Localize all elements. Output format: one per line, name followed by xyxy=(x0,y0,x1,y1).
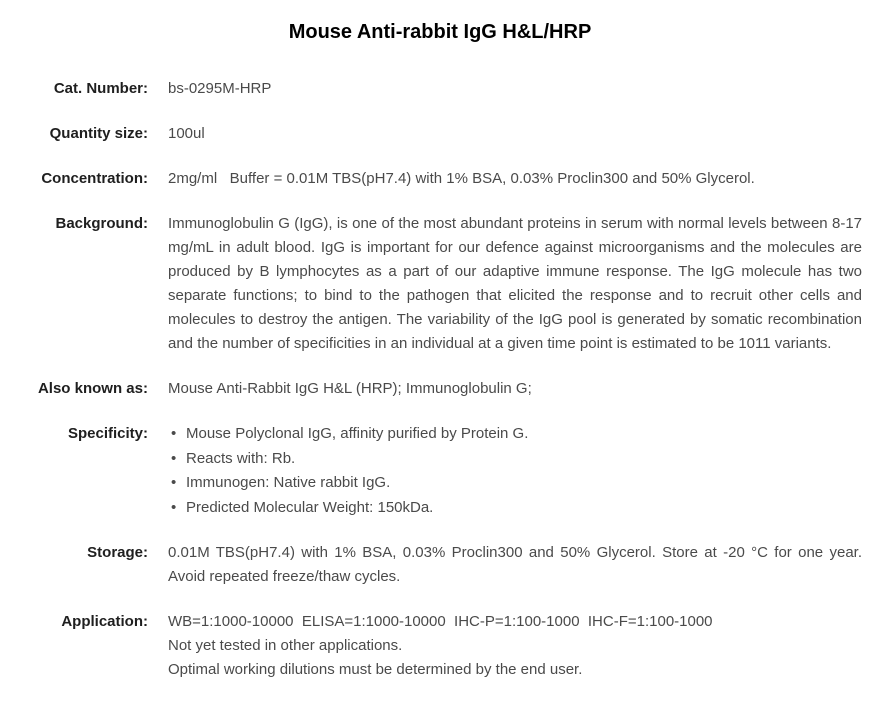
application-dilutions: WB=1:1000-10000 ELISA=1:1000-10000 IHC-P=1:100-1000 IHC-F=1:100-1000 xyxy=(168,613,713,630)
specificity-item: • Reacts with: Rb. xyxy=(168,447,862,472)
storage-value: 0.01M TBS(pH7.4) with 1% BSA, 0.03% Proclin300 and 50% Glycerol. Store at -20 °C for one year. Avoid repeated freeze/thaw cycles. xyxy=(168,544,862,585)
field-row-quantity-size xyxy=(0,122,880,146)
specificity-item: • Immunogen: Native rabbit IgG. xyxy=(168,471,862,496)
application-disclaimer: Optimal working dilutions must be determined by the end user. xyxy=(168,661,583,678)
application-value xyxy=(168,610,862,682)
also-known-as-label: Also known as: xyxy=(37,380,148,397)
specificity-list xyxy=(168,422,862,520)
specificity-value xyxy=(168,422,862,520)
quantity-size-label: Quantity size: xyxy=(49,125,148,142)
cat-number-value: bs-0295M-HRP xyxy=(168,80,272,97)
field-row-also-known-as xyxy=(0,377,880,401)
page-title: Mouse Anti-rabbit IgG H&L/HRP xyxy=(288,21,592,43)
also-known-as-value: Mouse Anti-Rabbit IgG H&L (HRP); Immunoglobulin G; xyxy=(168,380,532,397)
application-note: Not yet tested in other applications. xyxy=(168,637,403,654)
field-row-application xyxy=(0,610,880,682)
concentration-label: Concentration: xyxy=(41,170,148,187)
quantity-size-value: 100ul xyxy=(168,125,205,142)
specificity-item: • Mouse Polyclonal IgG, affinity purified by Protein G. xyxy=(168,422,862,447)
concentration-value: 2mg/ml Buffer = 0.01M TBS(pH7.4) with 1% BSA, 0.03% Proclin300 and 50% Glycerol. xyxy=(168,170,755,187)
field-row-storage xyxy=(0,541,880,589)
specificity-label: Specificity: xyxy=(67,425,148,442)
field-rows xyxy=(0,77,880,682)
field-row-cat-number xyxy=(0,77,880,101)
storage-label: Storage: xyxy=(87,544,148,561)
field-row-specificity xyxy=(0,422,880,520)
field-row-background xyxy=(0,212,880,356)
field-row-concentration xyxy=(0,167,880,191)
cat-number-label: Cat. Number: xyxy=(53,80,148,97)
background-label: Background: xyxy=(55,215,148,232)
application-label: Application: xyxy=(61,613,148,630)
specificity-item: • Predicted Molecular Weight: 150kDa. xyxy=(168,496,862,521)
background-value: Immunoglobulin G (IgG), is one of the most abundant proteins in serum with normal levels between 8-17 mg/mL in adult blood. IgG is important for our defence against microorganisms and the molecules are produced by B lymphocytes as a part of our adaptive immune response. The IgG molecule has two separate functions; to bind to the pathogen that elicited the response and to recruit other cells and molecules to destroy the antigen. The variability of the IgG pool is generated by somatic recombination and the number of specificities in an individual at a given time point is estimated to be 1011 variants. xyxy=(168,215,862,352)
